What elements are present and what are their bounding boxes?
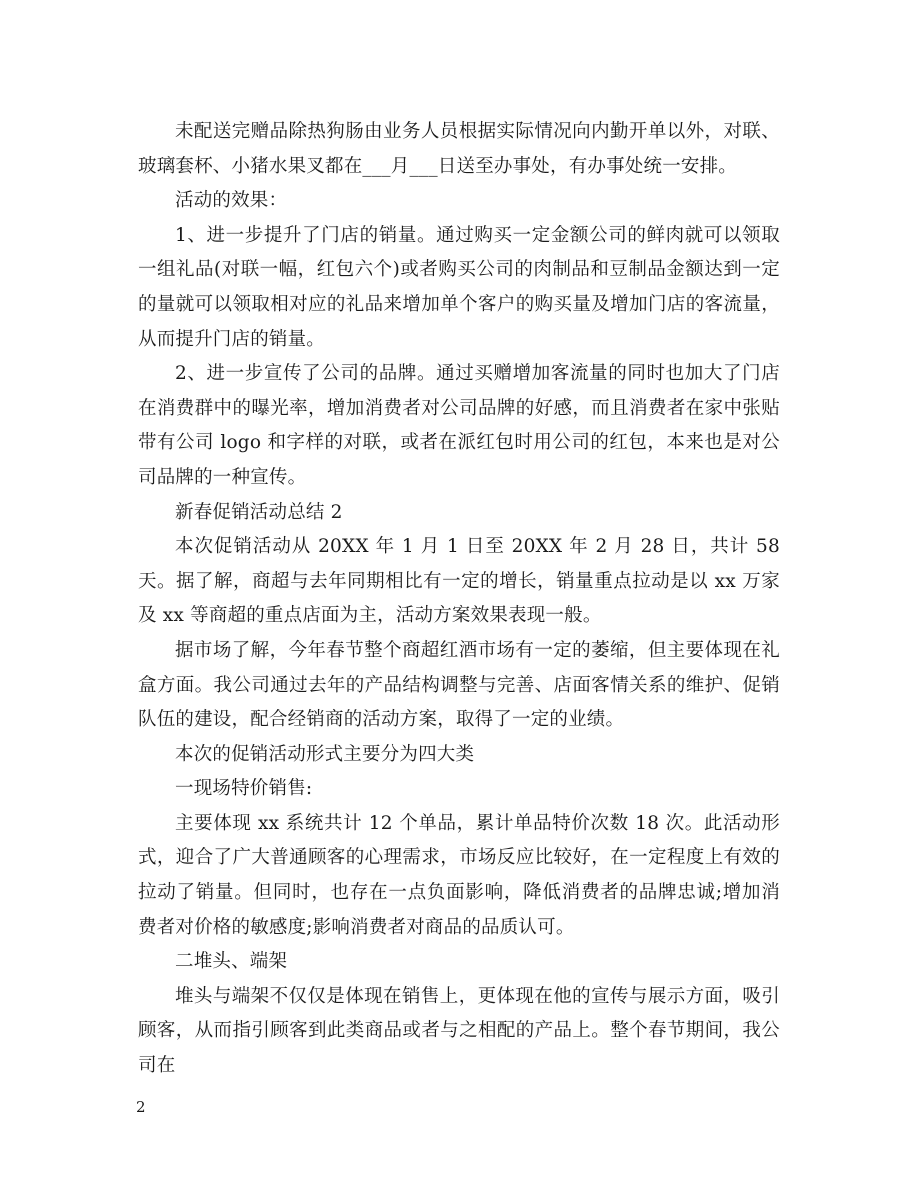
page-number: 2 <box>136 1098 146 1116</box>
paragraph-stacks-endcaps-details: 堆头与端架不仅仅是体现在销售上，更体现在他的宣传与展示方面，吸引顾客，从而指引顾客到此类商品或者与之相配的产品上。整个春节期间，我公司在 <box>138 985 780 1077</box>
heading-activity-effects: 活动的效果： <box>175 190 288 212</box>
paragraph-promotion-period: 本次促销活动从 20XX 年 1 月 1 日至 20XX 年 2 月 28 日，共计 58 天。据了解，商超与去年同期相比有一定的增长，销量重点拉动是以 xx 万家及 xx 等商超的重点店面为主，活动方案效果表现一般。 <box>138 536 780 627</box>
paragraph-effect-sales: 1、进一步提升了门店的销量。通过购买一定金额公司的鲜肉就可以领取一组礼品(对联一幅，红包六个)或者购买公司的肉制品和豆制品金额达到一定的量就可以领取相对应的礼品来增加单个客户的购买量及增加门店的客流量，从而提升门店的销量。 <box>138 224 780 350</box>
document-body <box>138 115 780 1084</box>
paragraph-promotion-types: 本次的促销活动形式主要分为四大类 <box>175 743 475 765</box>
section-title-summary-2: 新春促销活动总结 2 <box>175 501 343 523</box>
paragraph-market-overview: 据市场了解，今年春节整个商超红酒市场有一定的萎缩，但主要体现在礼盒方面。我公司通过去年的产品结构调整与完善、店面客情关系的维护、促销队伍的建设，配合经销商的活动方案，取得了一定的业绩。 <box>138 639 780 731</box>
heading-stacks-endcaps: 二堆头、端架 <box>175 951 288 973</box>
paragraph-undelivered-gifts: 未配送完赠品除热狗肠由业务人员根据实际情况向内勤开单以外，对联、玻璃套杯、小猪水果叉都在___月___日送至办事处，有办事处统一安排。 <box>138 121 780 177</box>
paragraph-special-sales-details: 主要体现 xx 系统共计 12 个单品，累计单品特价次数 18 次。此活动形式，迎合了广大普通顾客的心理需求，市场反应比较好，在一定程度上有效的拉动了销量。但同时，也存在一点负面影响，降低消费者的品牌忠诚;增加消费者对价格的敏感度;影响消费者对商品的品质认可。 <box>138 812 780 938</box>
heading-onsite-special-sales: 一现场特价销售: <box>175 778 313 800</box>
paragraph-effect-brand: 2、进一步宣传了公司的品牌。通过买赠增加客流量的同时也加大了门店在消费群中的曝光率，增加消费者对公司品牌的好感，而且消费者在家中张贴带有公司 logo 和字样的对联，或者在派红包时用公司的红包，本来也是对公司品牌的一种宣传。 <box>138 363 780 488</box>
